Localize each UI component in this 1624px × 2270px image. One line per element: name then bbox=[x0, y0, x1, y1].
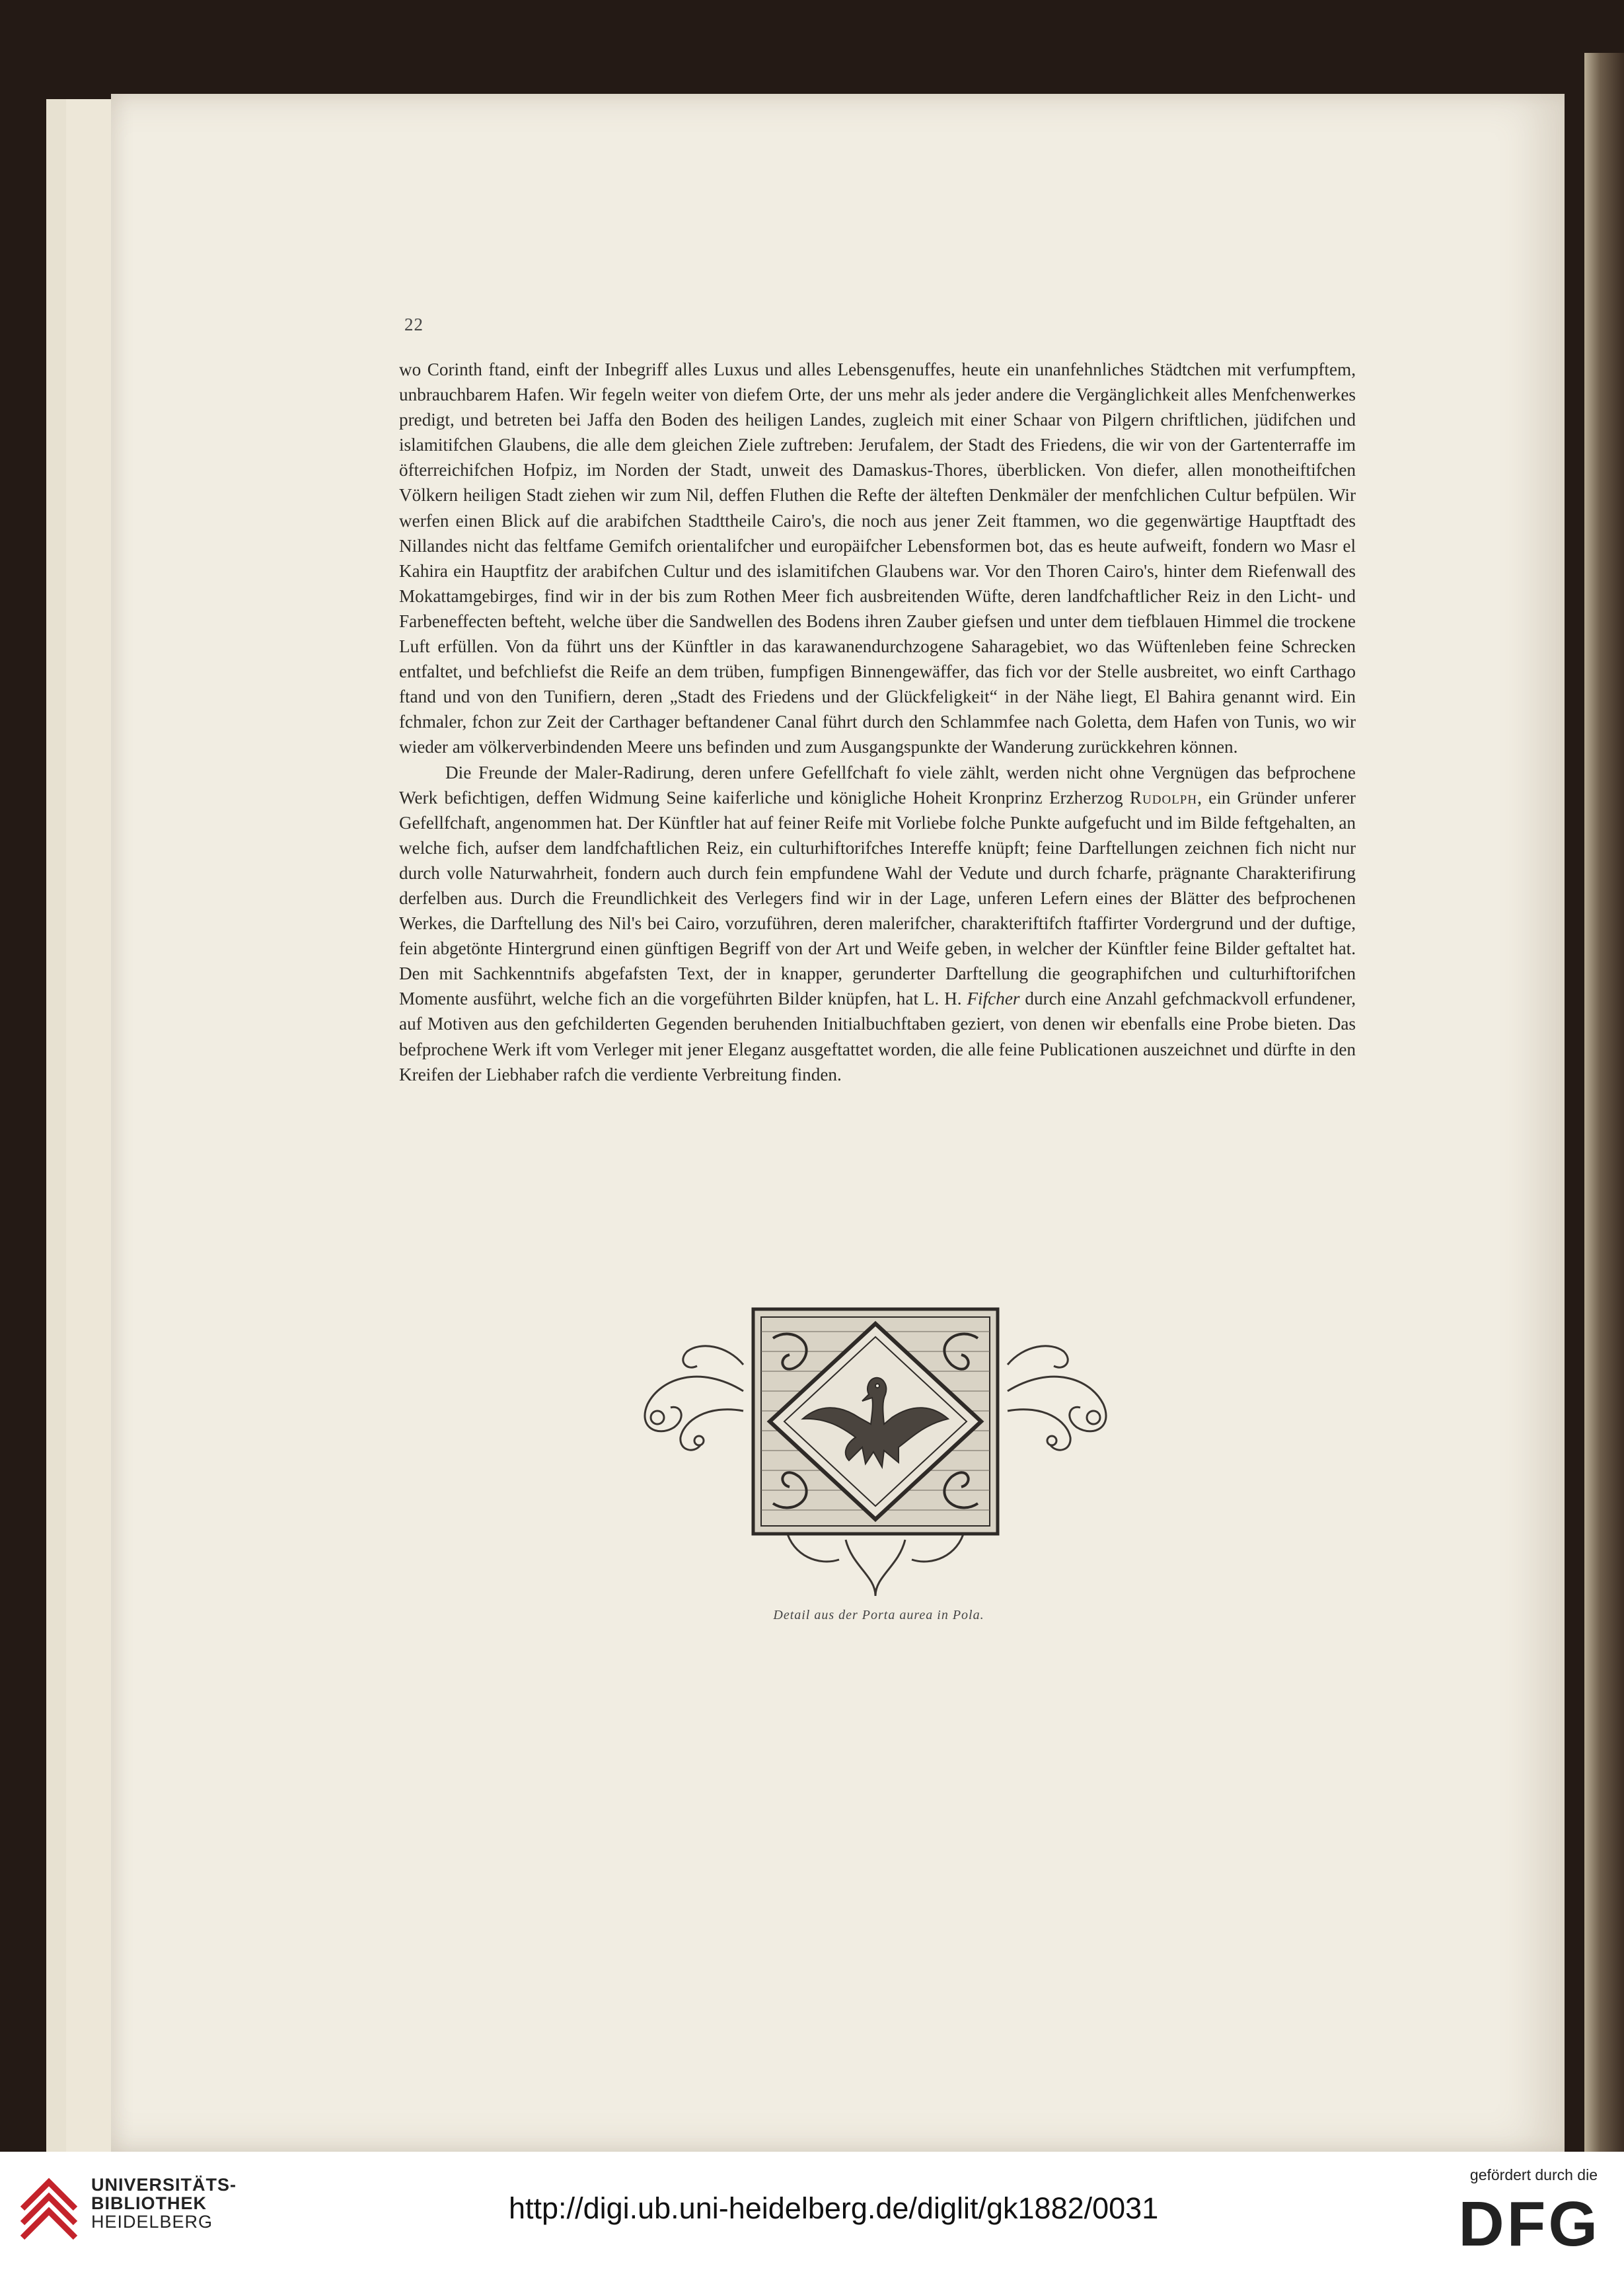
ornament-porta-aurea-detail bbox=[621, 1305, 1130, 1603]
dfg-logo: DFG bbox=[1458, 2189, 1600, 2259]
paragraph-1: wo Corinth ftand, einft der Inbegriff alles Luxus und alles Lebensgenuffes, heute ein unanfehnliches Städtchen mit verfumpftem, unbrauchbarem Hafen. Wir fegeln weiter von diefem Orte, der uns mehr als jeder andere die Vergänglichkeit alles Menfchenwerkes predigt, und betreten bei Jaffa den Boden des heiligen Landes, zugleich mit einer Schaar von Pilgern chriftlichen, jüdifchen und islamitifchen Glaubens, die alle dem gleichen Ziele zuftreben: Jerufalem, der Stadt des Friedens, die wir von der Gartenterraffe im öfterreichifchen Hofpiz, im Norden der Stadt, unweit des Damaskus-Thores, überblicken. Von diefer, allen monotheiftifchen Völkern heiligen Stadt ziehen wir zum Nil, deffen Fluthen die Refte der älteften Denkmäler der menfchlichen Cultur befpülen. Wir werfen einen Blick auf die arabifchen Stadttheile Cairo's, die noch aus jener Zeit ftammen, wo die gegenwärtige Hauptftadt des Nillandes nicht das feltfame Gemifch orientalifcher und europäifcher Lebensformen bot, das es heute aufweift, fondern wo Masr el Kahira ein Hauptfitz der arabifchen Cultur und des islamitifchen Glaubens war. Vor den Thoren Cairo's, hinter dem Riefenwall des Mokattamgebirges, find wir in der bis zum Rothen Meer fich ausbreitenden Wüfte, deren landfchaftlicher Reiz in den Licht- und Farbeneffecten befteht, welche über die Sandwellen des Bodens ihren Zauber giefsen und unter dem tiefblauen Himmel die trockene Luft erfüllen. Von da führt uns der Künftler in das karawanendurchzogene Saharagebiet, wo das Wüftenleben feine Schrecken entfaltet, und befchliefst die Reife an dem trüben, fumpfigen Binnengewäffer, das fich vor der Stelle ausbreitet, wo einft Carthago ftand und von den Tunifiern, deren „Stadt des Friedens und der Glückfeligkeit“ in der Nähe liegt, El Bahira genannt wird. Ein fchmaler, fchon zur Zeit der Carthager beftandener Canal führt durch den Schlammfee nach Goletta, dem Hafen von Tunis, wo wir wieder am völkerverbindenden Meere uns befinden und zum Ausgangspunkte der Wanderung zurückkehren können. bbox=[399, 359, 1356, 757]
footer-bar bbox=[0, 2152, 1624, 2270]
book-right-edge bbox=[1584, 53, 1624, 2152]
funded-by-label: gefördert durch die bbox=[1469, 2166, 1598, 2183]
library-line-1: UNIVERSITÄTS- bbox=[91, 2175, 237, 2195]
library-line-3: HEIDELBERG bbox=[91, 2212, 213, 2232]
paragraph-2-start: Die Freunde der Maler-Radirung, deren unfere Gefellfchaft fo viele zählt, werden nicht ohne Vergnügen das befprochene Werk befichtigen, deffen Widmung Seine kaiferliche und königliche Hoheit Kronprinz Erzherzog bbox=[399, 762, 1356, 808]
paragraph-2 bbox=[399, 760, 1356, 1087]
paragraph-2-middle: , ein Gründer unferer Gefellfchaft, angenommen hat. Der Künftler hat auf feiner Reife mit Vorliebe folche Punkte aufgefucht und im Bilde feftgehalten, an welche fich, aufser dem landfchaftlichen Reiz, ein culturhiftorifches Intereffe knüpft; feine Darftellungen zeichnen fich nicht nur durch volle Naturwahrheit, fondern auch durch fein empfundene Wahl der Vedute und durch fcharfe, prägnante Charakterifirung derfelben aus. Durch die Freundlichkeit des Verlegers find wir in der Lage, unferen Lefern eines der Blätter des befprochenen Werkes, die Darftellung des Nil's bei Cairo, vorzuführen, deren malerifcher, charakteriftifch ftaffirter Vordergrund und der duftige, fein abgetönte Hintergrund einen günftigen Begriff von der Art und Weife geben, in welcher der Künftler feine Bilder geftaltet hat. Den mit Sachkenntnifs abgefafsten Text, der in knapper, gerunderter Darftellung die geographifchen und culturhiftorifchen Momente ausführt, welche fich an die vorgeführten Bilder knüpfen, hat L. H. bbox=[399, 787, 1356, 1009]
body-text bbox=[399, 357, 1356, 1087]
university-library-logo-icon bbox=[16, 2169, 82, 2242]
university-library-name bbox=[91, 2175, 237, 2231]
figure-caption: Detail aus der Porta aurea in Pola. bbox=[773, 1608, 984, 1622]
name-rudolph: Rudolph bbox=[1129, 787, 1198, 808]
library-line-2: BIBLIOTHEK bbox=[91, 2193, 207, 2213]
permalink-url[interactable]: http://digi.ub.uni-heidelberg.de/diglit/gk1882/0031 bbox=[509, 2191, 1159, 2225]
paragraph-2-end: durch eine Anzahl gefchmackvoll erfundener, auf Motiven aus den gefchilderten Gegenden beruhenden Initialbuchftaben geziert, von denen wir ebenfalls eine Probe bieten. Das befprochene Werk ift vom Verleger mit jener Eleganz ausgeftattet worden, die alle feine Publicationen auszeichnet und dürfte in den Kreifen der Liebhaber rafch die verdiente Verbreitung finden. bbox=[399, 989, 1356, 1084]
name-fischer: Fifcher bbox=[967, 989, 1020, 1009]
page-number: 22 bbox=[404, 315, 424, 334]
